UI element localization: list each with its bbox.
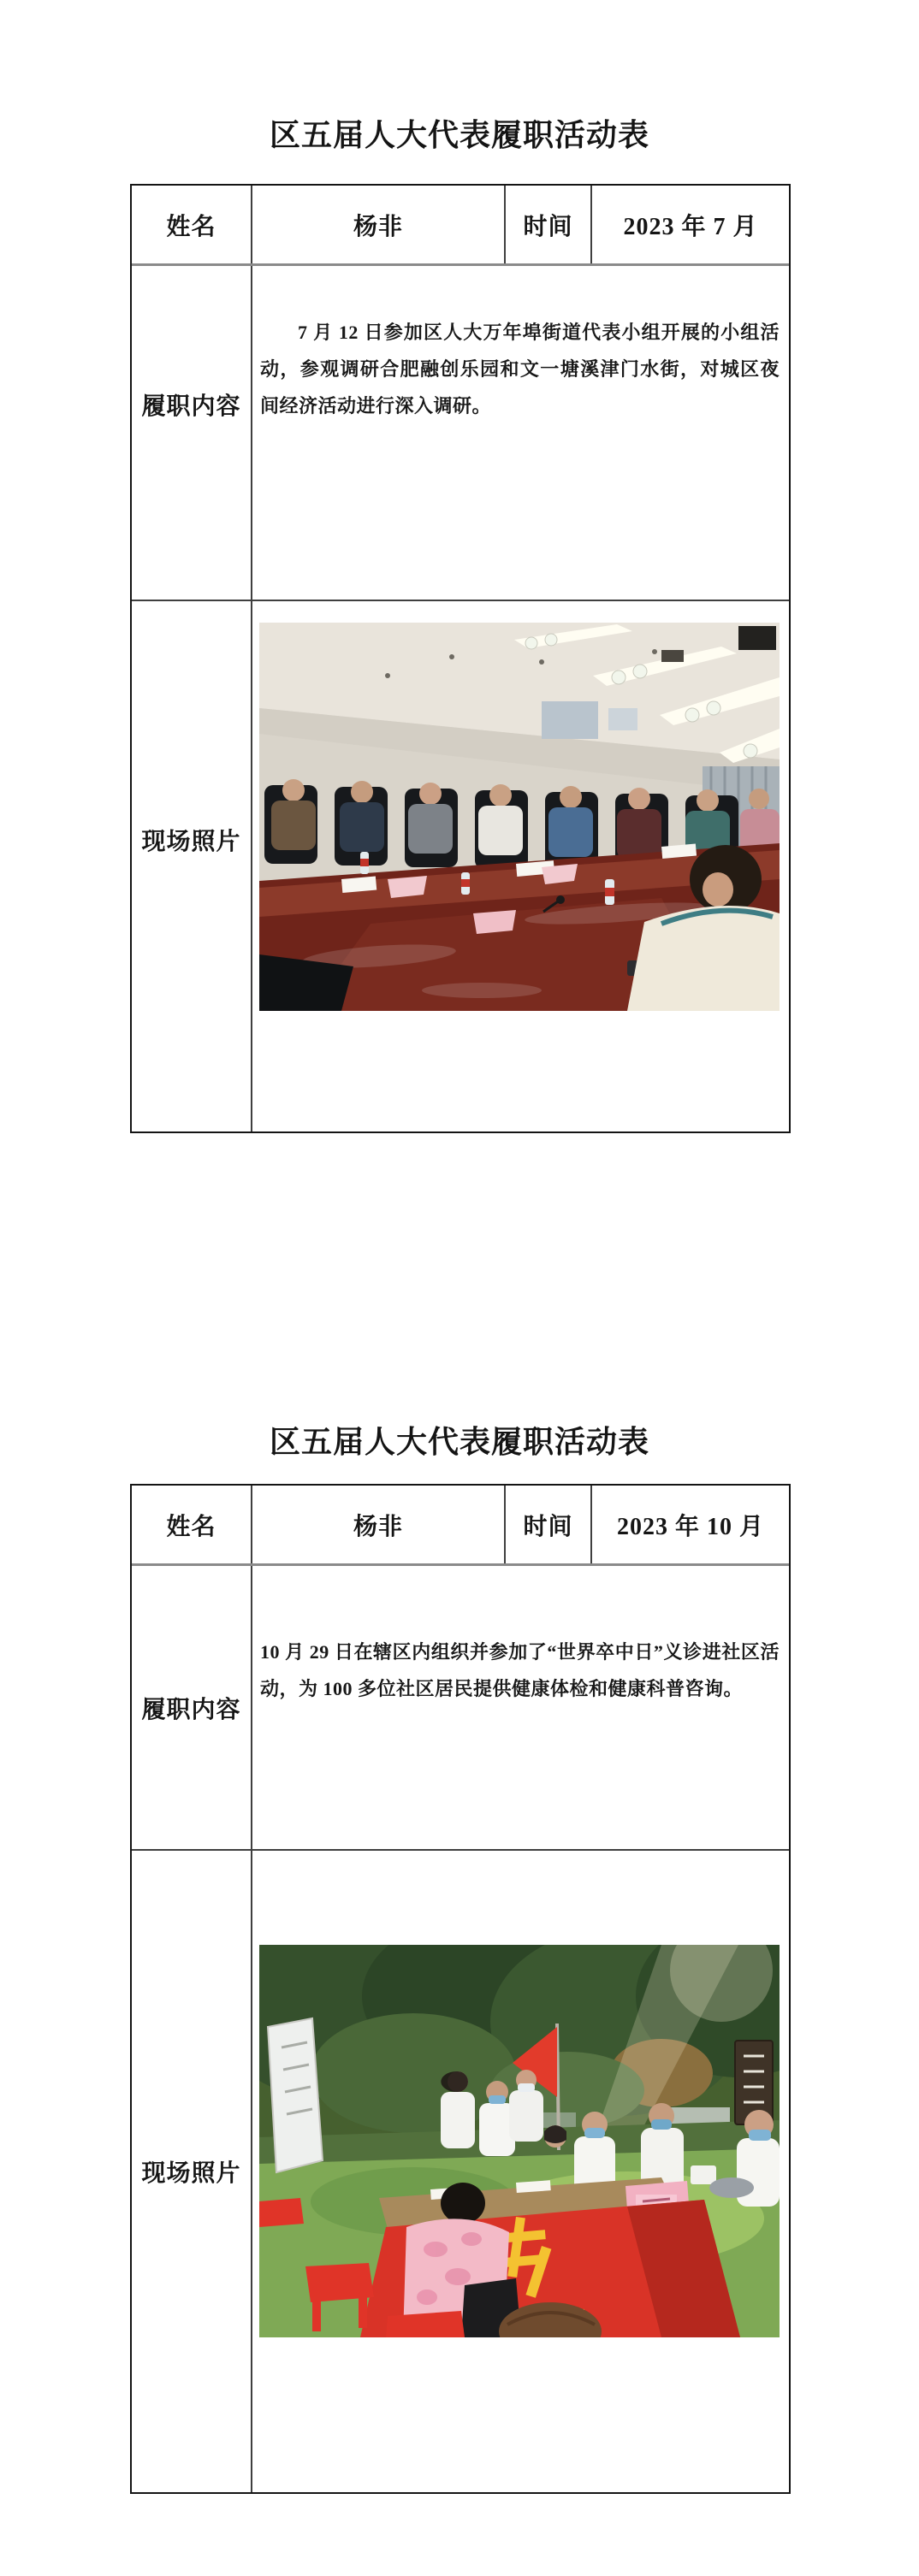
time-value-cell: 2023 年 10 月 xyxy=(616,1513,764,1540)
page-title: 区五届人大代表履职活动表 xyxy=(269,118,649,152)
duty-text: 7 月 12 日参加区人大万年埠街道代表小组开展的小组活动，参观调研合肥融创乐园和文一塘溪津门水街，对城区夜间经济活动进行深入调研。 xyxy=(260,322,780,417)
time-label-cell: 时间 xyxy=(506,1486,592,1563)
duty-label-cell xyxy=(132,1566,252,1849)
photo-label: 现场照片 xyxy=(141,2160,241,2187)
page-title: 区五届人大代表履职活动表 xyxy=(269,1425,649,1459)
activity-table-july xyxy=(130,184,791,1133)
photo-cell xyxy=(252,601,789,1131)
outdoor-clinic-photo xyxy=(259,1945,780,2337)
photo-label-cell xyxy=(132,601,252,1131)
photo-cell xyxy=(252,1851,789,2492)
photo-label: 现场照片 xyxy=(141,829,241,855)
photo-label-cell xyxy=(132,1851,252,2492)
duty-label-cell xyxy=(132,266,252,600)
duty-label: 履职内容 xyxy=(141,1696,241,1723)
activity-table-october xyxy=(130,1484,791,2494)
name-value-cell: 杨非 xyxy=(252,186,506,263)
photo-row xyxy=(132,1851,789,2492)
name-label-cell: 姓名 xyxy=(132,1486,252,1563)
time-label-cell: 时间 xyxy=(506,186,592,263)
name-label-cell: 姓名 xyxy=(132,186,252,263)
duty-row xyxy=(132,266,789,601)
meeting-room-photo xyxy=(259,623,780,1011)
time-value-cell: 2023 年 7 月 xyxy=(623,213,758,240)
table-header-row xyxy=(132,186,789,266)
table-header-row xyxy=(132,1486,789,1566)
name-value-cell: 杨非 xyxy=(252,1486,506,1563)
duty-label: 履职内容 xyxy=(141,393,241,420)
duty-text: 10 月 29 日在辖区内组织并参加了“世界卒中日”义诊进社区活动，为 100 多位社区居民提供健康体检和健康科普咨询。 xyxy=(260,1641,780,1699)
photo-row xyxy=(132,601,789,1131)
duty-row xyxy=(132,1566,789,1851)
